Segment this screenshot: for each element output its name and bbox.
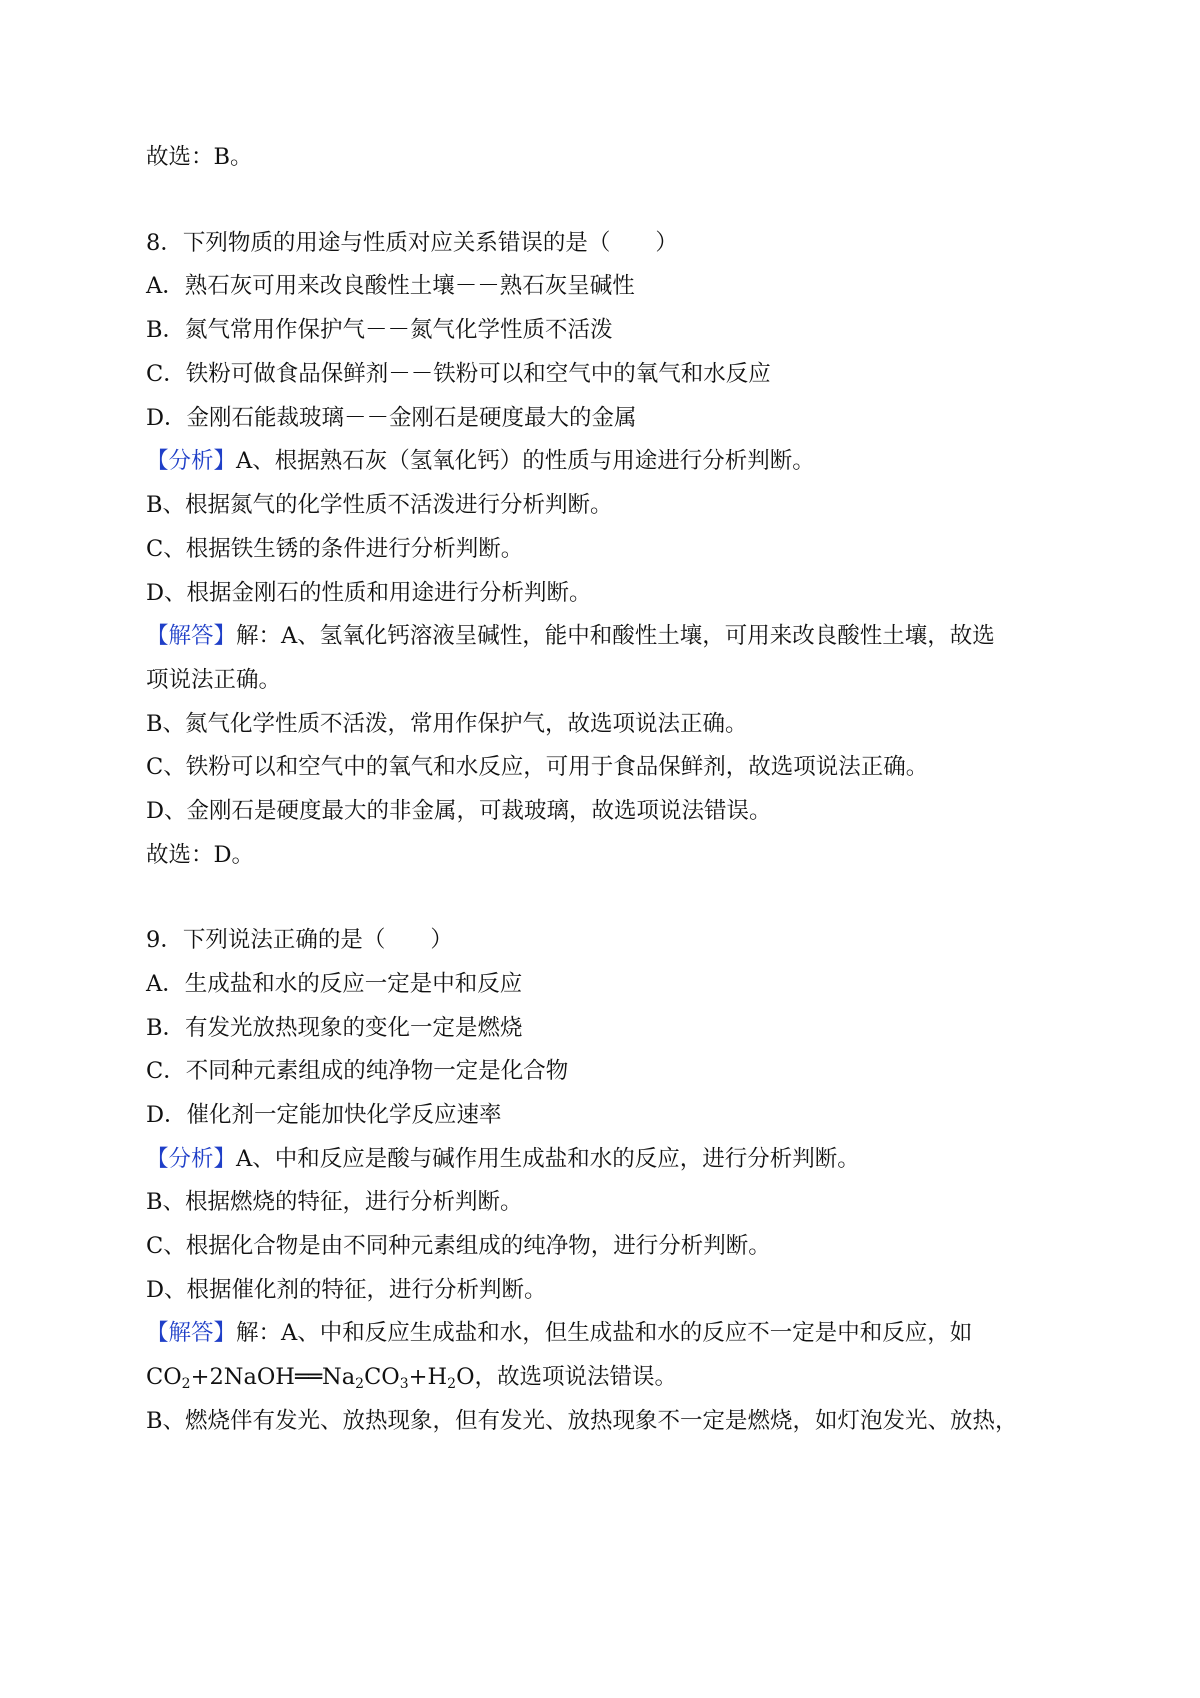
eq-o: O xyxy=(456,1364,475,1390)
eq-na: Na xyxy=(322,1364,356,1390)
q9-equation-line xyxy=(146,1362,1076,1392)
q8-analysis-line-1 xyxy=(146,446,1076,476)
q9-answer-tag: 【解答】 xyxy=(146,1320,237,1346)
q9-option-d: D．催化剂一定能加快化学反应速率 xyxy=(146,1102,502,1128)
q7-choice: 故选：B。 xyxy=(146,144,253,170)
q9-analysis-line-3: C、根据化合物是由不同种元素组成的纯净物，进行分析判断。 xyxy=(146,1233,771,1259)
q8-option-a: A．熟石灰可用来改良酸性土壤－－熟石灰呈碱性 xyxy=(146,273,635,299)
q9-analysis-line-1 xyxy=(146,1144,1076,1174)
q9-analysis-text: A、中和反应是酸与碱作用生成盐和水的反应，进行分析判断。 xyxy=(236,1146,860,1172)
q8-stem: 8．下列物质的用途与性质对应关系错误的是（ ） xyxy=(146,230,678,256)
eq-sub-3: 3 xyxy=(399,1376,409,1392)
q8-answer-line-1-cont: 项说法正确。 xyxy=(146,667,282,693)
q8-answer-text: 解：A、氢氧化钙溶液呈碱性，能中和酸性土壤，可用来改良酸性土壤，故选 xyxy=(236,623,995,649)
q8-analysis-line-4: D、根据金刚石的性质和用途进行分析判断。 xyxy=(146,580,592,606)
eq-plus-naoh: +2NaOH xyxy=(190,1364,295,1390)
q9-analysis-line-4: D、根据催化剂的特征，进行分析判断。 xyxy=(146,1277,547,1303)
q8-answer-line-2: B、氮气化学性质不活泼，常用作保护气，故选项说法正确。 xyxy=(146,711,748,737)
q8-analysis-tag: 【分析】 xyxy=(146,448,237,474)
q8-answer-line-3: C、铁粉可以和空气中的氧气和水反应，可用于食品保鲜剂，故选项说法正确。 xyxy=(146,754,929,780)
eq-plus-h: +H xyxy=(408,1364,448,1390)
q9-stem: 9．下列说法正确的是（ ） xyxy=(146,927,453,953)
eq-sub-na2: 2 xyxy=(355,1376,365,1392)
q8-choice: 故选：D。 xyxy=(146,842,255,868)
q8-analysis-line-3: C、根据铁生锈的条件进行分析判断。 xyxy=(146,536,524,562)
eq-co3: CO xyxy=(364,1364,400,1390)
q9-analysis-tag: 【分析】 xyxy=(146,1146,237,1172)
q8-option-d: D．金刚石能裁玻璃－－金刚石是硬度最大的金属 xyxy=(146,405,637,431)
q8-option-b: B．氮气常用作保护气－－氮气化学性质不活泼 xyxy=(146,317,613,343)
eq-sub-2: 2 xyxy=(181,1376,191,1392)
q9-answer-line-1 xyxy=(146,1318,1076,1348)
q9-option-b: B．有发光放热现象的变化一定是燃烧 xyxy=(146,1015,523,1041)
eq-co: CO xyxy=(146,1364,182,1390)
q8-answer-tag: 【解答】 xyxy=(146,623,237,649)
q8-analysis-line-2: B、根据氮气的化学性质不活泼进行分析判断。 xyxy=(146,492,613,518)
q9-analysis-line-2: B、根据燃烧的特征，进行分析判断。 xyxy=(146,1189,523,1215)
q9-answer-line-b: B、燃烧伴有发光、放热现象，但有发光、放热现象不一定是燃烧，如灯泡发光、放热， xyxy=(146,1408,1018,1434)
q9-answer-text: 解：A、中和反应生成盐和水，但生成盐和水的反应不一定是中和反应，如 xyxy=(236,1320,973,1346)
q8-analysis-text: A、根据熟石灰（氢氧化钙）的性质与用途进行分析判断。 xyxy=(236,448,815,474)
eq-tail: ，故选项说法错误。 xyxy=(474,1364,678,1390)
eq-sub-h2: 2 xyxy=(447,1376,457,1392)
q9-option-a: A．生成盐和水的反应一定是中和反应 xyxy=(146,971,523,997)
q9-option-c: C．不同种元素组成的纯净物一定是化合物 xyxy=(146,1058,569,1084)
q8-answer-line-1 xyxy=(146,621,1076,651)
q8-answer-line-4: D、金刚石是硬度最大的非金属，可裁玻璃，故选项说法错误。 xyxy=(146,798,772,824)
eq-arrow: ══ xyxy=(294,1364,323,1390)
q8-option-c: C．铁粉可做食品保鲜剂－－铁粉可以和空气中的氧气和水反应 xyxy=(146,361,771,387)
